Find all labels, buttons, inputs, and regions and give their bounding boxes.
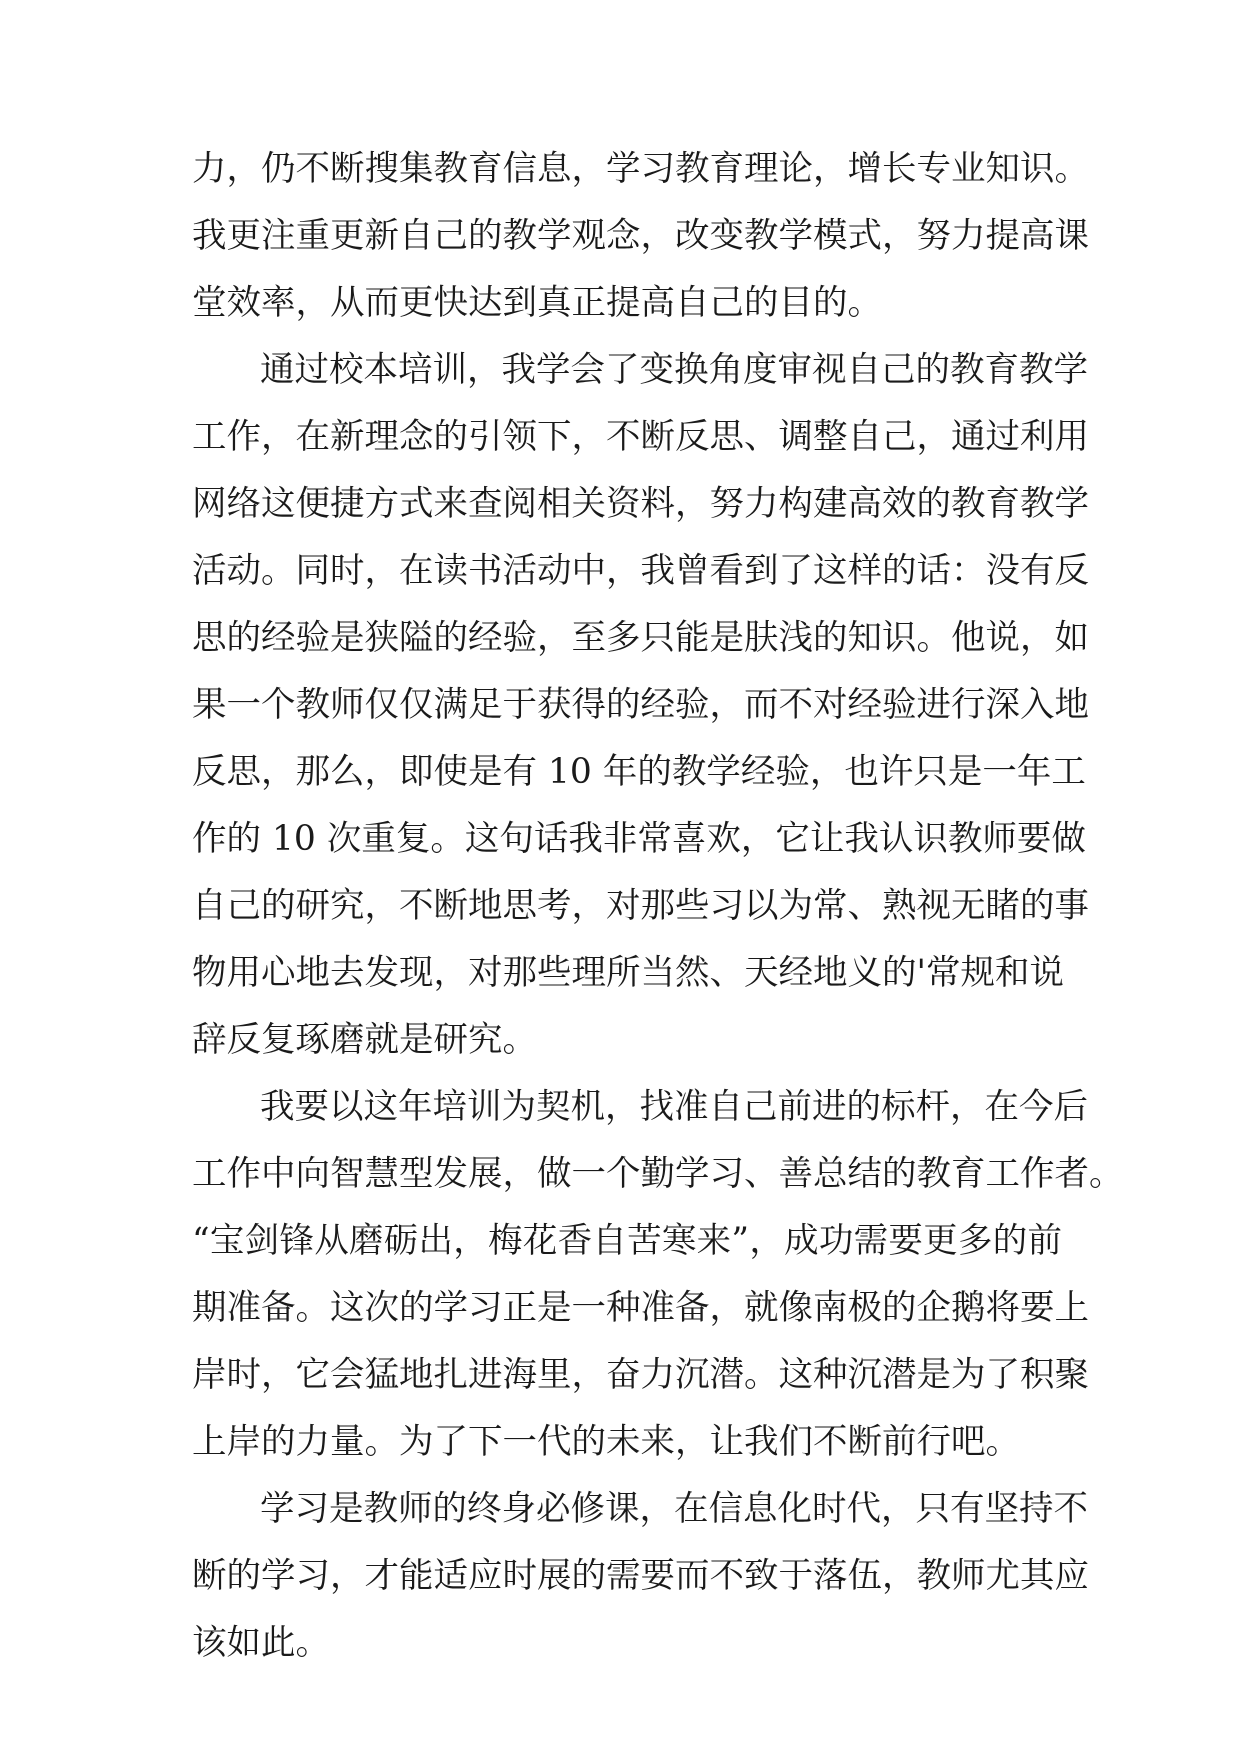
text-line: 作的 10 次重复。这句话我非常喜欢，它让我认识教师要做 — [192, 819, 1086, 859]
text-line: 学习是教师的终身必修课，在信息化时代，只有坚持不 — [260, 1489, 1088, 1529]
text-line: 物用心地去发现，对那些理所当然、天经地义的'常规和说 — [192, 953, 1064, 993]
text-line: 工作中向智慧型发展，做一个勤学习、善总结的教育工作者。 — [192, 1154, 1124, 1194]
text-line: 我更注重更新自己的教学观念，改变教学模式，努力提高课 — [192, 216, 1089, 256]
text-line: 期准备。这次的学习正是一种准备，就像南极的企鹅将要上 — [192, 1288, 1089, 1328]
text-line: 工作，在新理念的引领下，不断反思、调整自己，通过利用 — [192, 417, 1089, 457]
text-line: 上岸的力量。为了下一代的未来，让我们不断前行吧。 — [192, 1422, 1020, 1462]
text-line: 力，仍不断搜集教育信息，学习教育理论，增长专业知识。 — [192, 149, 1089, 189]
text-line: 网络这便捷方式来查阅相关资料，努力构建高效的教育教学 — [192, 484, 1089, 524]
text-line: 断的学习，才能适应时展的需要而不致于落伍，教师尤其应 — [192, 1556, 1089, 1596]
text-line: 思的经验是狭隘的经验，至多只能是肤浅的知识。他说，如 — [192, 618, 1089, 658]
text-line: 活动。同时，在读书活动中，我曾看到了这样的话：没有反 — [192, 551, 1089, 591]
text-line: “宝剑锋从磨砺出，梅花香自苦寒来”，成功需要更多的前 — [192, 1221, 1062, 1261]
text-line: 我要以这年培训为契机，找准自己前进的标杆，在今后 — [260, 1087, 1088, 1127]
text-line: 反思，那么，即使是有 10 年的教学经验，也许只是一年工 — [192, 752, 1086, 792]
text-line: 该如此。 — [192, 1623, 330, 1663]
text-line: 堂效率，从而更快达到真正提高自己的目的。 — [192, 283, 882, 323]
text-line: 通过校本培训，我学会了变换角度审视自己的教育教学 — [260, 350, 1088, 390]
text-line: 岸时，它会猛地扎进海里，奋力沉潜。这种沉潜是为了积聚 — [192, 1355, 1089, 1395]
text-line: 果一个教师仅仅满足于获得的经验，而不对经验进行深入地 — [192, 685, 1089, 725]
text-line: 辞反复琢磨就是研究。 — [192, 1020, 537, 1060]
text-line: 自己的研究，不断地思考，对那些习以为常、熟视无睹的事 — [192, 886, 1089, 926]
